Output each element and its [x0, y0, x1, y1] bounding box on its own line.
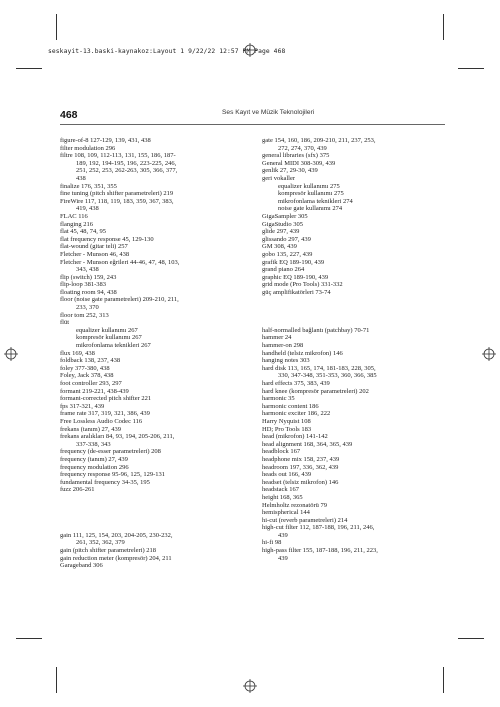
index-entry-continuation: 438 [76, 174, 86, 182]
index-entry: Helmholtz rezonatörü 79 [262, 501, 327, 509]
index-entry: headphone mix 158, 237, 439 [262, 455, 340, 463]
index-entry: headset (telsiz mikrofon) 146 [262, 478, 339, 486]
index-entry: flat frequency response 45, 129-130 [60, 235, 154, 243]
index-subentry: kompresör kullanımı 275 [278, 190, 344, 198]
index-entry: fuzz 206-261 [60, 486, 95, 494]
index-entry: height 168, 365 [262, 493, 303, 501]
index-entry: gain reduction meter (kompresör) 204, 211 [60, 554, 172, 562]
index-column-right [262, 137, 447, 562]
index-entry: Fletcher - Munson 46, 438 [60, 250, 130, 258]
index-entry: Free Lossless Audio Codec 116 [60, 417, 143, 425]
index-entry: güç amplifikatörleri 73-74 [262, 288, 331, 296]
index-entry: floor tom 252, 313 [60, 311, 109, 319]
index-entry-continuation: 272, 274, 370, 439 [278, 144, 327, 152]
index-entry: graphic EQ 189-190, 439 [262, 273, 329, 281]
index-entry: grafik EQ 189-190, 439 [262, 258, 325, 266]
registration-mark-right-icon [482, 347, 496, 361]
index-entry: gain 111, 125, 154, 203, 204-205, 230-232, [60, 531, 173, 539]
index-entry: geri vokaller [262, 174, 296, 182]
index-entry: grand piano 264 [262, 266, 305, 274]
index-entry: hanging notes 303 [262, 357, 310, 365]
index-entry: fps 317-321, 439 [60, 402, 105, 410]
index-entry: frame rate 317, 319, 321, 386, 439 [60, 410, 150, 418]
index-entry: headstack 167 [262, 486, 300, 494]
index-entry: flat-wound (gitar teli) 257 [60, 243, 128, 251]
index-entry: hammer 24 [262, 334, 292, 342]
index-entry-continuation: 343, 438 [76, 266, 99, 274]
index-subentry: mikrofonlama teknikleri 267 [76, 342, 151, 350]
index-entry: frequency (de-esser parametreleri) 208 [60, 448, 161, 456]
crop-mark-top-left-h [16, 68, 42, 69]
crop-mark-top-right-v [443, 14, 444, 40]
index-entry: foldback 138, 237, 438 [60, 357, 121, 365]
index-entry: FLAC 116 [60, 212, 88, 220]
index-entry: Harry Nyquist 108 [262, 417, 311, 425]
index-subentry: equalizer kullanımı 275 [278, 182, 340, 190]
index-spacer [262, 304, 447, 312]
index-entry: hammer-on 298 [262, 342, 304, 350]
crop-mark-bottom-right-v [443, 667, 444, 693]
crop-mark-top-right-h [458, 68, 484, 69]
index-entry: harmonic exciter 186, 222 [262, 410, 331, 418]
index-entry: gate 154, 160, 186, 209-210, 211, 237, 253, [262, 137, 376, 144]
index-entry: GM 308, 439 [262, 243, 297, 251]
index-entry: hi-cut (reverb parametreleri) 214 [262, 516, 348, 524]
index-entry-continuation: 439 [278, 554, 288, 562]
index-entry: GigaStudio 305 [262, 220, 303, 228]
crop-mark-top-left-v [56, 14, 57, 40]
index-entry: gain (pitch shifter parametreleri) 218 [60, 547, 157, 555]
index-entry: hi-fi 98 [262, 539, 282, 547]
index-entry: hard knee (kompresör parametreleri) 202 [262, 387, 369, 395]
index-spacer [60, 494, 238, 502]
index-entry: grid mode (Pro Tools) 331-332 [262, 281, 343, 289]
index-entry: floor (noise gate parametreleri) 209-210, 211, [60, 296, 179, 304]
index-entry: formant-corrected pitch shifter 221 [60, 395, 152, 403]
running-head: Ses Kayıt ve Müzik Teknolojileri [222, 109, 315, 116]
index-entry: head (mikrofon) 141-142 [262, 433, 328, 441]
index-entry: fundamental frequency 34-35, 195 [60, 478, 150, 486]
crop-mark-bottom-left-h [16, 638, 42, 639]
index-entry: headblock 167 [262, 448, 301, 456]
index-entry: gobo 135, 227, 439 [262, 250, 313, 258]
index-entry: Foley, Jack 378, 438 [60, 372, 114, 380]
header-divider [60, 124, 445, 125]
index-entry: General MIDI 308-309, 439 [262, 159, 336, 167]
index-entry: hemispherical 144 [262, 509, 310, 517]
index-entry: flüt [60, 319, 70, 327]
index-entry: heads out 166, 439 [262, 471, 312, 479]
index-entry-continuation: 189, 192, 194-195, 196, 223-225, 246, [76, 159, 177, 167]
page-number: 468 [60, 109, 78, 121]
index-entry: foley 377-380, 438 [60, 364, 110, 372]
index-spacer [60, 502, 238, 510]
index-entry-continuation: 419, 438 [76, 205, 99, 213]
index-entry: frequency response 95-96, 125, 129-131 [60, 471, 166, 479]
index-spacer [262, 296, 447, 304]
index-entry: genlik 27, 29-30, 439 [262, 167, 318, 175]
index-entry: glissando 297, 439 [262, 235, 311, 243]
index-entry: headroom 197, 336, 362, 439 [262, 463, 339, 471]
index-subentry: kompresör kullanımı 267 [76, 334, 142, 342]
index-entry: flanging 216 [60, 220, 94, 228]
crop-mark-bottom-left-v [56, 667, 57, 693]
index-entry-continuation: 439 [278, 531, 288, 539]
index-entry: figure-of-8 127-129, 139, 431, 438 [60, 137, 151, 144]
index-entry: finalize 176, 351, 355 [60, 182, 117, 190]
index-entry: head alignment 168, 364, 365, 439 [262, 440, 353, 448]
index-entry: flux 169, 438 [60, 349, 95, 357]
registration-mark-top-icon [243, 43, 257, 57]
index-entry: fine tuning (pitch shifter parametreleri) 219 [60, 190, 174, 198]
index-entry: high-cut filter 112, 187-188, 196, 211, 246, [262, 524, 375, 532]
index-entry: foot controller 293, 297 [60, 380, 122, 387]
index-entry-continuation: 233, 370 [76, 304, 99, 312]
index-column-left [60, 137, 238, 570]
printer-slug-line: seskayit-13.baski-kaynakoz:Layout 1 9/22/22 12:57 PM Page 468 [48, 48, 286, 55]
index-entry: Garageband 306 [60, 562, 103, 570]
index-entry: harmonic content 186 [262, 402, 319, 410]
index-entry: HD; Pro Tools 183 [262, 425, 312, 433]
index-spacer [262, 319, 447, 327]
index-entry-continuation: 261, 352, 362, 379 [76, 539, 125, 547]
index-entry: formant 219-221, 438-439 [60, 387, 129, 395]
index-entry: flip (switch) 159, 243 [60, 273, 117, 281]
index-entry: frequency (tanım) 27, 439 [60, 455, 128, 463]
index-spacer [60, 517, 238, 525]
index-entry: floating room 94, 438 [60, 288, 117, 296]
registration-mark-left-icon [4, 347, 18, 361]
index-entry: flat 45, 48, 74, 95 [60, 228, 107, 236]
index-entry: handheld (telsiz mikrofon) 146 [262, 349, 343, 357]
index-entry: filter modulation 296 [60, 144, 116, 152]
index-entry-continuation: 337-338, 343 [76, 440, 111, 448]
index-entry: flip-loop 381-383 [60, 281, 107, 289]
index-entry: glide 297, 439 [262, 228, 300, 236]
index-entry: FireWire 117, 118, 119, 183, 359, 367, 383, [60, 197, 174, 205]
index-subentry: noise gate kullanımı 274 [278, 205, 343, 213]
index-subentry: equalizer kullanımı 267 [76, 326, 138, 334]
index-spacer [60, 524, 238, 532]
index-entry: half-normalled bağlantı (patchbay) 70-71 [262, 326, 370, 334]
index-entry-continuation: 330, 347-348, 351-353, 360, 366, 385 [278, 372, 377, 380]
index-subentry: mikrofonlama teknikleri 274 [278, 197, 353, 205]
crop-mark-bottom-right-h [458, 638, 484, 639]
index-entry: frekans aralıkları 84, 93, 194, 205-206, 211, [60, 433, 175, 441]
index-spacer [262, 312, 447, 320]
index-entry: frekans (tanım) 27, 439 [60, 425, 122, 433]
index-entry: frequency modulation 296 [60, 463, 129, 471]
index-entry: high-pass filter 155, 187-188, 196, 211, 223, [262, 547, 378, 555]
registration-mark-bottom-icon [243, 679, 257, 693]
index-entry-continuation: 251, 252, 253, 262-263, 305, 366, 377, [76, 167, 178, 175]
index-entry: hard effects 375, 383, 439 [262, 380, 330, 387]
index-entry: filtre 108, 109, 112-113, 131, 155, 186, 187- [60, 152, 176, 160]
index-entry: general libraries (sfx) 375 [262, 152, 330, 160]
index-entry: GigaSampler 305 [262, 212, 308, 220]
index-entry: hard disk 113, 165, 174, 181-183, 228, 305, [262, 364, 376, 372]
index-spacer [60, 509, 238, 517]
index-entry: harmonic 35 [262, 395, 295, 403]
index-entry: Fletcher - Munson eğrileri 44-46, 47, 48, 103, [60, 258, 180, 266]
